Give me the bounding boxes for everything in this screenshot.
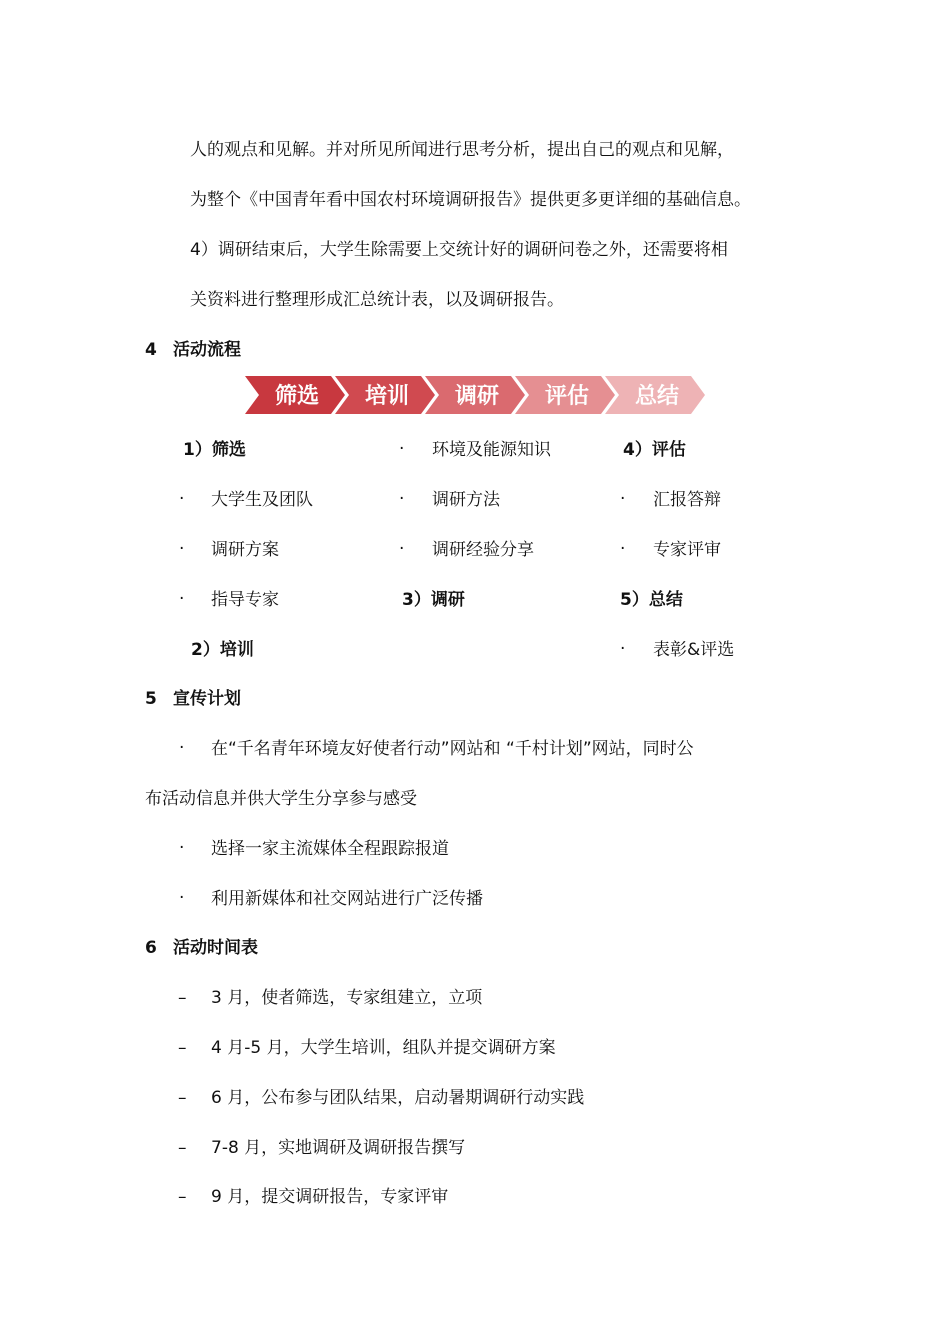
step-1-heading: 1）筛选 <box>183 440 246 460</box>
timeline-item: 4 月-5 月，大学生培训，组队并提交调研方案 <box>211 1038 556 1058</box>
intro-line-1: 人的观点和见解。并对所见所闻进行思考分析，提出自己的观点和见解， <box>190 140 734 160</box>
step-4-heading: 4）评估 <box>623 440 686 460</box>
section-4-title: 活动流程 <box>173 340 241 360</box>
list-item: 大学生及团队 <box>211 490 313 510</box>
bullet-icon: · <box>179 489 185 509</box>
bullet-icon: · <box>179 589 185 609</box>
flow-step-1 <box>245 376 345 414</box>
bullet-icon: · <box>620 489 626 509</box>
list-item: 表彰&评选 <box>653 640 735 660</box>
bullet-icon: · <box>399 539 405 559</box>
promo-item-2: 选择一家主流媒体全程跟踪报道 <box>211 839 449 859</box>
list-item: 调研方法 <box>432 490 500 510</box>
list-item: 指导专家 <box>211 590 279 610</box>
list-item: 调研方案 <box>211 540 279 560</box>
process-flow-diagram <box>243 374 713 416</box>
section-6-title: 活动时间表 <box>173 938 258 958</box>
bullet-icon: · <box>179 838 185 858</box>
promo-item-3: 利用新媒体和社交网站进行广泛传播 <box>211 889 483 909</box>
dash-icon: – <box>178 1138 187 1158</box>
dash-icon: – <box>178 1187 187 1207</box>
timeline-item: 6 月，公布参与团队结果，启动暑期调研行动实践 <box>211 1088 585 1108</box>
list-item: 专家评审 <box>653 540 721 560</box>
list-item: 汇报答辩 <box>653 490 721 510</box>
intro-line-2: 为整个《中国青年看中国农村环境调研报告》提供更多更详细的基础信息。 <box>190 190 751 210</box>
section-4-number: 4 <box>145 340 157 360</box>
dash-icon: – <box>178 1038 187 1058</box>
timeline-item: 7-8 月，实地调研及调研报告撰写 <box>211 1138 466 1158</box>
bullet-icon: · <box>179 888 185 908</box>
bullet-icon: · <box>620 539 626 559</box>
bullet-icon: · <box>179 539 185 559</box>
flow-step-2 <box>335 376 435 414</box>
flow-step-2-label: 培训 <box>364 384 410 409</box>
flow-step-5 <box>605 376 705 414</box>
intro-line-4: 关资料进行整理形成汇总统计表，以及调研报告。 <box>190 290 564 310</box>
section-5-number: 5 <box>145 689 157 709</box>
flow-step-5-label: 总结 <box>634 384 680 409</box>
section-5-title: 宣传计划 <box>173 689 241 709</box>
bullet-icon: · <box>399 489 405 509</box>
step-3-heading: 3）调研 <box>402 590 465 610</box>
flow-step-1-label: 筛选 <box>274 384 320 409</box>
promo-item-1-line-2: 布活动信息并供大学生分享参与感受 <box>145 789 417 809</box>
flow-step-4 <box>515 376 615 414</box>
step-5-heading: 5）总结 <box>620 590 683 610</box>
step-2-heading: 2）培训 <box>191 640 254 660</box>
bullet-icon: · <box>179 738 185 758</box>
flow-step-3-label: 调研 <box>454 384 500 409</box>
promo-item-1-line-1: 在“千名青年环境友好使者行动”网站和 “千村计划”网站，同时公 <box>211 739 694 759</box>
intro-line-3: 4）调研结束后，大学生除需要上交统计好的调研问卷之外，还需要将相 <box>190 240 728 260</box>
dash-icon: – <box>178 1088 187 1108</box>
bullet-icon: · <box>399 439 405 459</box>
bullet-icon: · <box>620 639 626 659</box>
list-item: 环境及能源知识 <box>432 440 551 460</box>
section-6-number: 6 <box>145 938 157 958</box>
flow-step-3 <box>425 376 525 414</box>
timeline-item: 3 月，使者筛选，专家组建立，立项 <box>211 988 483 1008</box>
flow-step-4-label: 评估 <box>544 384 590 409</box>
dash-icon: – <box>178 988 187 1008</box>
timeline-item: 9 月，提交调研报告，专家评审 <box>211 1187 449 1207</box>
list-item: 调研经验分享 <box>432 540 534 560</box>
